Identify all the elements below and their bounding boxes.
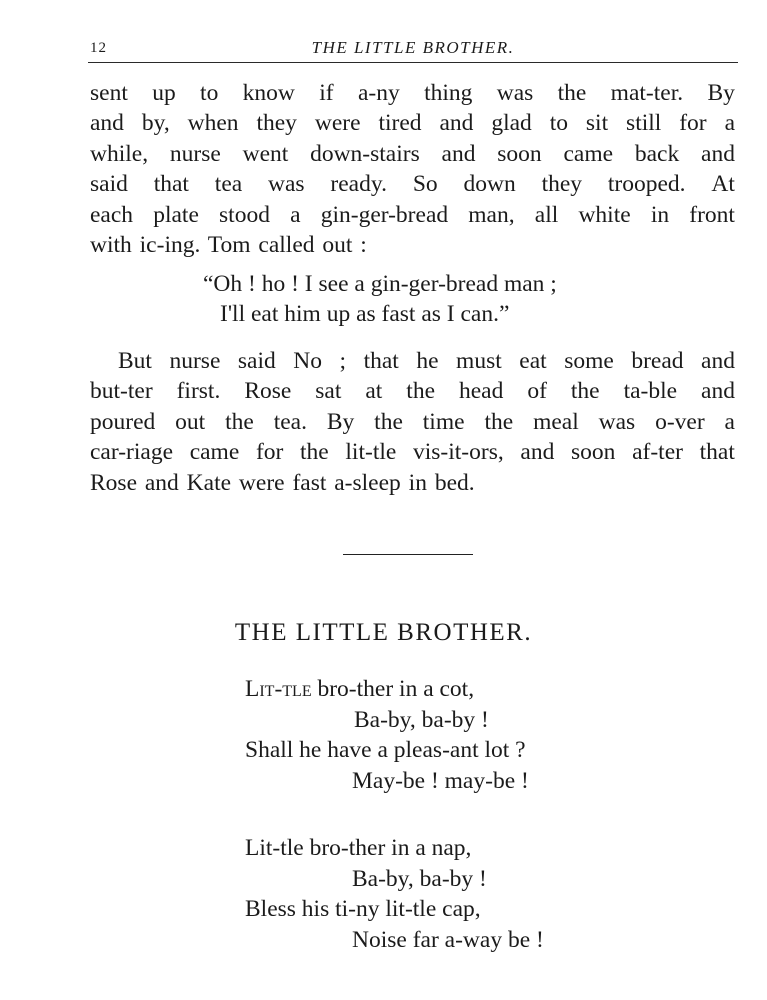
- word: of: [527, 378, 547, 405]
- word: and: [441, 140, 476, 167]
- word: No: [293, 348, 323, 374]
- word: tea: [214, 171, 243, 198]
- word: poured: [90, 408, 156, 435]
- word: eat: [519, 348, 547, 374]
- word: a-ny: [357, 80, 400, 106]
- word: at: [365, 378, 383, 405]
- text-line: Rose and Kate were fast a-sleep in bed.: [90, 469, 475, 496]
- text-line: [90, 200, 735, 230]
- word: ta-ble: [623, 378, 678, 405]
- word: came: [563, 140, 614, 167]
- word: first.: [176, 378, 221, 405]
- text-line: with ic-ing. Tom called out :: [90, 231, 367, 258]
- word: back: [634, 140, 680, 167]
- word: gin-ger-bread: [320, 201, 449, 228]
- word: know: [242, 80, 295, 106]
- word: but-ter: [90, 378, 153, 405]
- word: front: [689, 201, 735, 228]
- word: down-stairs: [310, 140, 420, 167]
- word: while,: [90, 140, 149, 167]
- text-line: [90, 169, 735, 199]
- word: said: [237, 348, 276, 374]
- word: down: [463, 171, 516, 198]
- word: out: [175, 408, 206, 435]
- word: bread: [631, 348, 684, 374]
- word: the: [484, 408, 514, 435]
- poem-line: May-be ! may-be !: [352, 768, 529, 794]
- word: ready.: [330, 171, 387, 198]
- word: At: [711, 171, 735, 198]
- word: that: [699, 439, 735, 466]
- word: for: [679, 110, 707, 137]
- poem-line: Lit-tle bro-ther in a nap,: [245, 835, 472, 861]
- verse-line: “Oh ! ho ! I see a gin-ger-bread man ;: [203, 271, 557, 297]
- word: and: [701, 378, 735, 405]
- word: sit: [585, 110, 609, 137]
- word: and: [701, 348, 735, 374]
- word: time: [422, 408, 465, 435]
- word: a: [290, 201, 301, 228]
- word: af-ter: [632, 439, 683, 466]
- word: mat-ter.: [610, 80, 684, 106]
- word: to: [200, 80, 219, 106]
- word: up: [152, 80, 176, 106]
- word: and: [701, 140, 735, 167]
- poem-line: Ba-by, ba-by !: [354, 707, 489, 733]
- word: the: [557, 80, 587, 106]
- word: in: [650, 201, 670, 228]
- word: and: [520, 439, 555, 466]
- word: a: [724, 110, 735, 137]
- poem-line: Bless his ti-ny lit-tle cap,: [245, 896, 481, 922]
- word: trooped.: [607, 171, 686, 198]
- text-line: [90, 437, 735, 467]
- word: that: [363, 348, 399, 374]
- word: each: [90, 201, 134, 228]
- word: came: [189, 439, 240, 466]
- small-caps-word: Lit-tle: [245, 676, 312, 702]
- word: that: [153, 171, 189, 198]
- word: But: [118, 348, 152, 374]
- word: vis-it-ors,: [412, 439, 504, 466]
- word: the: [406, 378, 436, 405]
- poem-line: Ba-by, ba-by !: [352, 866, 487, 892]
- word: glad: [491, 110, 532, 137]
- word: sent: [90, 80, 128, 106]
- word: the: [300, 439, 329, 466]
- page-number: 12: [90, 40, 107, 56]
- word: o-ver: [655, 408, 705, 435]
- text-line: [90, 376, 735, 406]
- page-header: [88, 38, 738, 63]
- running-title: THE LITTLE BROTHER.: [311, 38, 515, 57]
- word: ;: [339, 348, 347, 374]
- word: nurse: [169, 140, 221, 167]
- word: sat: [315, 378, 342, 405]
- word: meal: [533, 408, 579, 435]
- word: was: [268, 171, 305, 198]
- word: they: [256, 110, 297, 137]
- word: was: [496, 80, 534, 106]
- text-line: [90, 108, 735, 138]
- poem-title: THE LITTLE BROTHER.: [234, 619, 533, 646]
- text-line: [90, 78, 735, 108]
- poem-line-rest: bro-ther in a cot,: [311, 676, 475, 702]
- word: they: [541, 171, 583, 198]
- word: soon: [571, 439, 616, 466]
- word: when: [187, 110, 239, 137]
- word: and: [90, 110, 124, 137]
- word: were: [314, 110, 361, 137]
- word: nurse: [169, 348, 221, 374]
- word: lit-tle: [345, 439, 397, 466]
- paragraph-2: [90, 346, 735, 498]
- word: a: [724, 408, 735, 435]
- poem-line: Shall he have a pleas-ant lot ?: [245, 737, 526, 763]
- verse-line: I'll eat him up as fast as I can.”: [220, 301, 510, 327]
- text-line: [90, 139, 735, 169]
- word: he: [416, 348, 439, 374]
- word: tired: [378, 110, 422, 137]
- word: stood: [219, 201, 270, 228]
- word: By: [707, 80, 735, 106]
- word: still: [626, 110, 662, 137]
- word: by,: [141, 110, 170, 137]
- word: was: [598, 408, 636, 435]
- text-line: [90, 407, 735, 437]
- word: man,: [468, 201, 515, 228]
- word: tea.: [273, 408, 307, 435]
- word: So: [412, 171, 438, 198]
- paragraph-1: [90, 78, 735, 260]
- word: Rose: [244, 378, 292, 405]
- word: to: [549, 110, 568, 137]
- word: car-riage: [90, 439, 174, 466]
- word: said: [90, 171, 128, 198]
- word: all: [534, 201, 559, 228]
- word: plate: [153, 201, 199, 228]
- word: the: [374, 408, 403, 435]
- word: went: [242, 140, 289, 167]
- word: By: [326, 408, 355, 435]
- word: the: [570, 378, 600, 405]
- poem-line: [245, 674, 474, 704]
- word: for: [255, 439, 284, 466]
- word: soon: [497, 140, 542, 167]
- poem-line: Noise far a-way be !: [352, 927, 544, 953]
- word: if: [319, 80, 334, 106]
- word: the: [225, 408, 254, 435]
- word: must: [456, 348, 502, 374]
- word: white: [578, 201, 631, 228]
- word: some: [564, 348, 614, 374]
- word: and: [439, 110, 474, 137]
- text-line: [90, 346, 735, 376]
- word: thing: [424, 80, 473, 106]
- word: head: [458, 378, 504, 405]
- section-divider: [343, 554, 473, 555]
